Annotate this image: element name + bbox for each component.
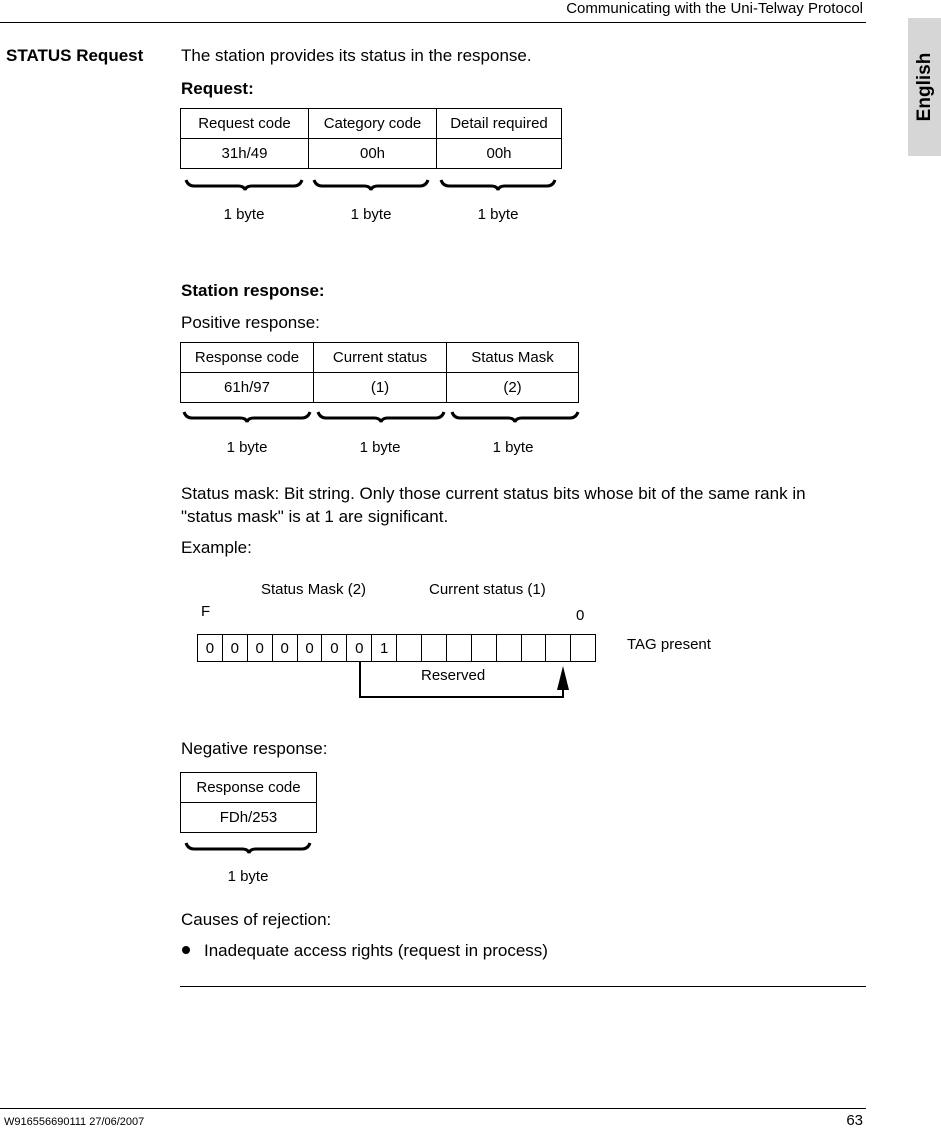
- arrow-up-icon: [557, 666, 569, 690]
- table-row: [181, 343, 579, 373]
- station-response-heading: Station response:: [181, 281, 325, 300]
- table-header-cell: Category code: [309, 109, 437, 139]
- table-header-cell: Response code: [181, 343, 314, 373]
- status-mask-line-2: "status mask" is at 1 are significant.: [181, 507, 449, 526]
- table-row: [181, 139, 562, 169]
- request-byte-braces: [180, 176, 570, 196]
- lsb-label: 0: [576, 607, 585, 624]
- msb-label: F: [201, 603, 211, 620]
- header-rule: [0, 22, 866, 23]
- byte-label: 1 byte: [477, 206, 519, 223]
- bit-cell: 0: [347, 635, 372, 662]
- negative-byte-labels: [0, 868, 941, 888]
- section-intro: The station provides its status in the response.: [181, 46, 532, 65]
- table-cell: 61h/97: [181, 373, 314, 403]
- table-header-cell: Status Mask: [447, 343, 579, 373]
- bit-cell: [571, 635, 596, 662]
- rejection-label: Causes of rejection:: [181, 910, 332, 929]
- bit-cell: 0: [222, 635, 247, 662]
- bit-cell: [496, 635, 521, 662]
- bit-cell: 0: [198, 635, 223, 662]
- content-end-rule: [180, 986, 866, 987]
- brace-shape: [452, 412, 578, 422]
- response-byte-braces: [180, 408, 585, 428]
- bit-cell: 0: [322, 635, 347, 662]
- byte-label: 1 byte: [227, 868, 269, 885]
- bit-cell: 0: [297, 635, 322, 662]
- table-row: [181, 373, 579, 403]
- footer-rule: [0, 1108, 866, 1109]
- reserved-label: Reserved: [421, 667, 486, 684]
- negative-response-table: [180, 772, 317, 833]
- table-header-cell: Current status: [314, 343, 447, 373]
- table-cell: 00h: [437, 139, 562, 169]
- bit-cell: [446, 635, 471, 662]
- language-tab: [908, 18, 941, 156]
- table-cell: 00h: [309, 139, 437, 169]
- bit-cell: [397, 635, 422, 662]
- page-number: 63: [846, 1112, 863, 1129]
- table-row: [181, 773, 317, 803]
- bit-cell: 0: [272, 635, 297, 662]
- brace-shape: [314, 180, 428, 190]
- table-header-cell: Request code: [181, 109, 309, 139]
- table-row: [181, 803, 317, 833]
- byte-label: 1 byte: [492, 439, 534, 456]
- byte-label: 1 byte: [226, 439, 268, 456]
- bit-cell: 0: [247, 635, 272, 662]
- bit-cell: [422, 635, 447, 662]
- table-cell: 31h/49: [181, 139, 309, 169]
- document-reference: W916556690111 27/06/2007: [4, 1116, 145, 1128]
- bullet-icon: [182, 946, 190, 954]
- brace-shape: [186, 843, 310, 853]
- table-header-cell: Response code: [181, 773, 317, 803]
- brace-shape: [318, 412, 444, 422]
- byte-label: 1 byte: [350, 206, 392, 223]
- table-cell: (2): [447, 373, 579, 403]
- bit-string: [197, 634, 596, 662]
- brace-shape: [186, 180, 302, 190]
- bit-cell: 1: [372, 635, 397, 662]
- table-header-cell: Detail required: [437, 109, 562, 139]
- request-heading: Request:: [181, 79, 254, 98]
- brace-shape: [441, 180, 555, 190]
- table-row: [181, 109, 562, 139]
- running-header: Communicating with the Uni-Telway Protocol: [566, 0, 863, 17]
- example-label: Example:: [181, 538, 252, 557]
- bit-cell: [546, 635, 571, 662]
- request-byte-labels: [0, 206, 941, 226]
- positive-response-table: [180, 342, 579, 403]
- request-table: [180, 108, 562, 169]
- bit-cell: [521, 635, 546, 662]
- rejection-item: Inadequate access rights (request in process): [204, 941, 548, 960]
- language-tab-label: English: [913, 52, 935, 122]
- brace-shape: [184, 412, 310, 422]
- tag-present-label: TAG present: [627, 636, 711, 653]
- bit-row: [198, 635, 596, 662]
- status-mask-caption: Status Mask (2): [261, 581, 367, 598]
- negative-byte-brace: [180, 839, 320, 859]
- bit-cell: [471, 635, 496, 662]
- byte-label: 1 byte: [223, 206, 265, 223]
- status-mask-line-1: Status mask: Bit string. Only those current status bits whose bit of the same rank in: [181, 484, 806, 503]
- table-cell: (1): [314, 373, 447, 403]
- section-title: STATUS Request: [6, 46, 144, 65]
- positive-response-label: Positive response:: [181, 313, 320, 332]
- current-status-caption: Current status (1): [429, 581, 546, 598]
- table-cell: FDh/253: [181, 803, 317, 833]
- response-byte-labels: [0, 439, 941, 459]
- negative-response-label: Negative response:: [181, 739, 328, 758]
- byte-label: 1 byte: [359, 439, 401, 456]
